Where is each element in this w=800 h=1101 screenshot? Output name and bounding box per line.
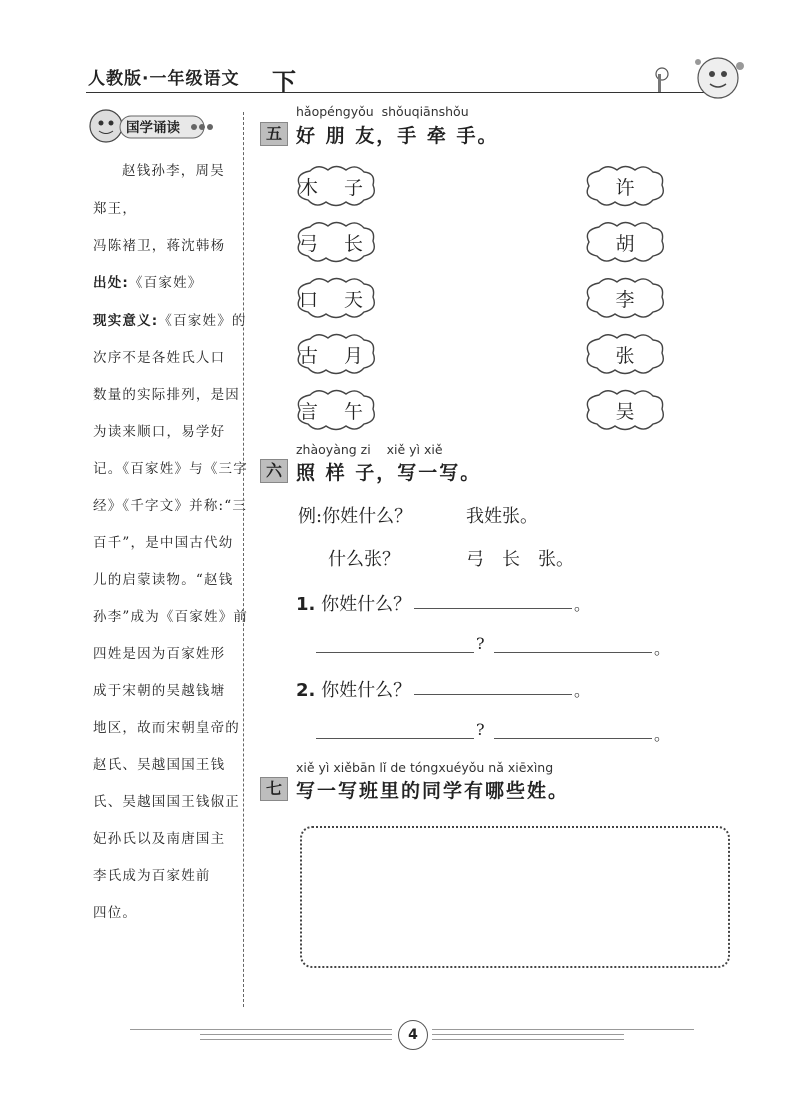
footer-line: [200, 1039, 392, 1040]
answer-blank[interactable]: [494, 652, 652, 653]
meaning-line: 次序不是各姓氏人口: [93, 350, 226, 366]
footer-line: [432, 1029, 694, 1030]
meaning-line: 地区，故而宋朝皇帝的: [93, 720, 240, 736]
item-1-number: 1.: [296, 594, 316, 615]
source-line: [93, 274, 235, 292]
left-cloud-text[interactable]: 古 月: [298, 345, 374, 367]
source-label: 出处:: [93, 275, 129, 291]
meaning-line: 赵氏、吴越国国王钱: [93, 757, 226, 773]
section7-title: 写一写班里的同学有哪些姓。: [296, 780, 570, 802]
section5-number: 五: [260, 122, 288, 146]
item-2-text: 你姓什么？: [321, 680, 412, 701]
poem-line-1: 赵钱孙李，周吴: [122, 163, 225, 179]
example-label: 例:: [298, 506, 323, 527]
example-answer: 我姓张。: [466, 506, 538, 527]
right-cloud-text[interactable]: 胡: [615, 233, 635, 255]
example-question-2: 什么张？: [328, 549, 400, 570]
answer-blank[interactable]: [316, 652, 474, 653]
section7-pinyin: xiě yì xiěbān lǐ de tóngxuéyǒu nǎ xiēxìng: [296, 760, 554, 775]
footer-line: [432, 1039, 624, 1040]
answer-blank[interactable]: [316, 738, 474, 739]
answer-blank[interactable]: [494, 738, 652, 739]
meaning-line: 妃孙氏以及南唐国主: [93, 831, 226, 847]
source-value: 《百家姓》: [129, 275, 203, 291]
meaning-line: 记。《百家姓》与《三字: [93, 461, 248, 477]
section6-title: 照 样 子，写一写。: [296, 462, 482, 484]
example-answer-2: 弓 长 张。: [466, 549, 574, 570]
meaning-line: 四位。: [93, 905, 138, 921]
left-cloud-text[interactable]: 口 天: [298, 289, 374, 311]
poem-line-2: 郑王，: [93, 201, 138, 217]
header-rule: [86, 92, 712, 93]
period: 。: [574, 681, 591, 700]
footer-line: [130, 1029, 392, 1030]
answer-blank[interactable]: [414, 608, 572, 609]
section6-number: 六: [260, 459, 288, 483]
badge-label: 国学诵读: [126, 120, 180, 136]
item-1-text: 你姓什么？: [321, 594, 412, 615]
item-2-question: [296, 676, 411, 702]
right-cloud-text[interactable]: 吴: [615, 401, 635, 423]
header-volume: 下: [272, 68, 296, 96]
meaning-line: 李氏成为百家姓前: [93, 868, 211, 884]
example-row: [298, 502, 412, 528]
header-title: 人教版·一年级语文: [88, 69, 240, 89]
question-mark: ?: [476, 720, 485, 739]
meaning-line: 为读来顺口，易学好: [93, 424, 226, 440]
meaning-line: 氏、吴越国国王钱俶正: [93, 794, 240, 810]
footer-line: [432, 1034, 624, 1035]
section6-pinyin: zhàoyàng zi xiě yì xiě: [296, 442, 443, 457]
header-decoration-icon: [640, 54, 750, 100]
item-2-number: 2.: [296, 680, 316, 701]
right-cloud-text[interactable]: 许: [615, 177, 635, 199]
poem-line-3: 冯陈褚卫，蒋沈韩杨: [93, 238, 226, 254]
left-cloud-text[interactable]: 弓 长: [298, 233, 374, 255]
meaning-line: 孙李”成为《百家姓》前: [93, 609, 249, 625]
section5-title: 好 朋 友，手 牵 手。: [296, 125, 499, 147]
right-cloud-text[interactable]: 张: [615, 345, 635, 367]
meaning-line: 儿的启蒙读物。“赵钱: [93, 572, 234, 588]
footer-line: [200, 1034, 392, 1035]
question-mark: ?: [476, 634, 485, 653]
right-cloud-text[interactable]: 李: [615, 289, 635, 311]
left-cloud-text[interactable]: 言 午: [298, 401, 374, 423]
answer-box[interactable]: [300, 826, 730, 968]
meaning-line: 数量的实际排列，是因: [93, 387, 240, 403]
meaning-text: 《百家姓》的: [158, 313, 247, 329]
period: 。: [654, 725, 671, 744]
period: 。: [654, 639, 671, 658]
meaning-label: 现实意义:: [93, 313, 159, 329]
section5-pinyin: hǎopéngyǒu shǒuqiānshǒu: [296, 104, 469, 119]
column-divider: [243, 112, 244, 1007]
section7-number: 七: [260, 777, 288, 801]
left-cloud-text[interactable]: 木 子: [298, 177, 374, 199]
meaning-line: 百千”，是中国古代幼: [93, 535, 234, 551]
meaning-line: 成于宋朝的吴越钱塘: [93, 683, 226, 699]
example-question: 你姓什么？: [322, 506, 413, 527]
meaning-line: 经》《千字文》并称:“三: [93, 498, 248, 514]
item-1-question: [296, 590, 411, 616]
answer-blank[interactable]: [414, 694, 572, 695]
page-number: 4: [398, 1020, 428, 1050]
meaning-line-1: [93, 312, 247, 330]
meaning-line: 四姓是因为百家姓形: [93, 646, 226, 662]
period: 。: [574, 595, 591, 614]
